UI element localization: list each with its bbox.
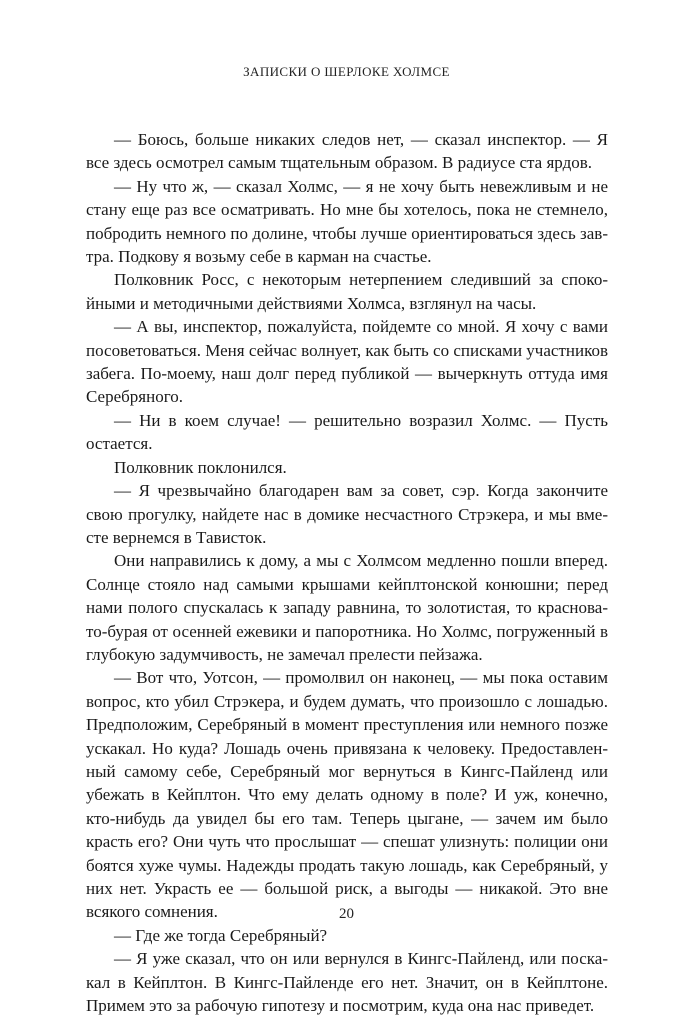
page-number: 20 <box>339 906 354 922</box>
paragraph: — Ну что ж, — сказал Холмс, — я не хочу быть невежливым и не стану еще раз все осматривать. Но мне бы хотелось, пока не стемнело, побродить немного по долине, чтобы лучше ориентироваться здесь завтра. Подкову я возьму себе в карман на счастье. <box>86 176 608 267</box>
paragraph: Полковник Росс, с некоторым нетерпением следивший за спокойными и методичными действиями Холмса, взглянул на часы. <box>86 270 608 313</box>
running-header: ЗАПИСКИ О ШЕРЛОКЕ ХОЛМСЕ <box>243 64 450 79</box>
paragraph: — Боюсь, больше никаких следов нет, — сказал инспектор. — Я все здесь осмотрел самым тщательным образом. В радиусе ста ярдов. <box>86 130 608 173</box>
paragraph: Полковник поклонился. <box>114 457 287 477</box>
paragraph: — Я уже сказал, что он или вернулся в Кингс-Пайленд, или поскакал в Кейплтон. В Кингс-Пайленде его нет. Значит, он в Кейплтоне. Примем это за рабочую гипотезу и посмотрим, куда она нас приведет. <box>86 949 608 1016</box>
paragraph: — Я чрезвычайно благодарен вам за совет, сэр. Когда закончите свою прогулку, найдете нас в домике несчастного Стрэкера, и мы вместе вернемся в Тависток. <box>86 481 608 547</box>
paragraph: Они направились к дому, а мы с Холмсом медленно пошли вперед. Солнце стояло над самыми крышами кейплтонской конюшни; перед нами полого спускалась к западу равнина, то золотистая, то красновато-бурая от осенней ежевики и папоротника. Но Холмс, погруженный в глубокую задумчивость, не замечал прелести пейзажа. <box>86 551 608 664</box>
paragraph: — Вот что, Уотсон, — промолвил он наконец, — мы пока оставим вопрос, кто убил Стрэкера, и будем думать, что произошло с лошадью. Предположим, Серебряный в момент преступления или немного позже ускакал. Но куда? Лошадь очень привязана к человеку. Предоставленный самому себе, Серебряный мог вернуться в Кингс-Пайленд или убежать в Кейплтон. Что ему делать одному в поле? И уж, конечно, кто-нибудь да увидел бы его там. Теперь цыгане, — зачем им было красть его? Они чуть что прослышат — спешат улизнуть: полиции они боятся хуже чумы. Надежды продать такую лошадь, как Серебряный, у них нет. Украсть ее — большой риск, а выгоды — никакой. Это вне всякого сомнения. <box>86 668 608 922</box>
paragraph: — Ни в коем случае! — решительно возразил Холмс. — Пусть остается. <box>86 410 608 454</box>
body-text <box>86 128 608 1017</box>
paragraph: — Где же тогда Серебряный? <box>114 925 328 945</box>
paragraph: — А вы, инспектор, пожалуйста, пойдемте со мной. Я хочу с вами посоветоваться. Меня сейчас волнует, как быть со списками участников забега. По-моему, наш долг перед публикой — вычеркнуть оттуда имя Серебряного. <box>86 317 608 407</box>
